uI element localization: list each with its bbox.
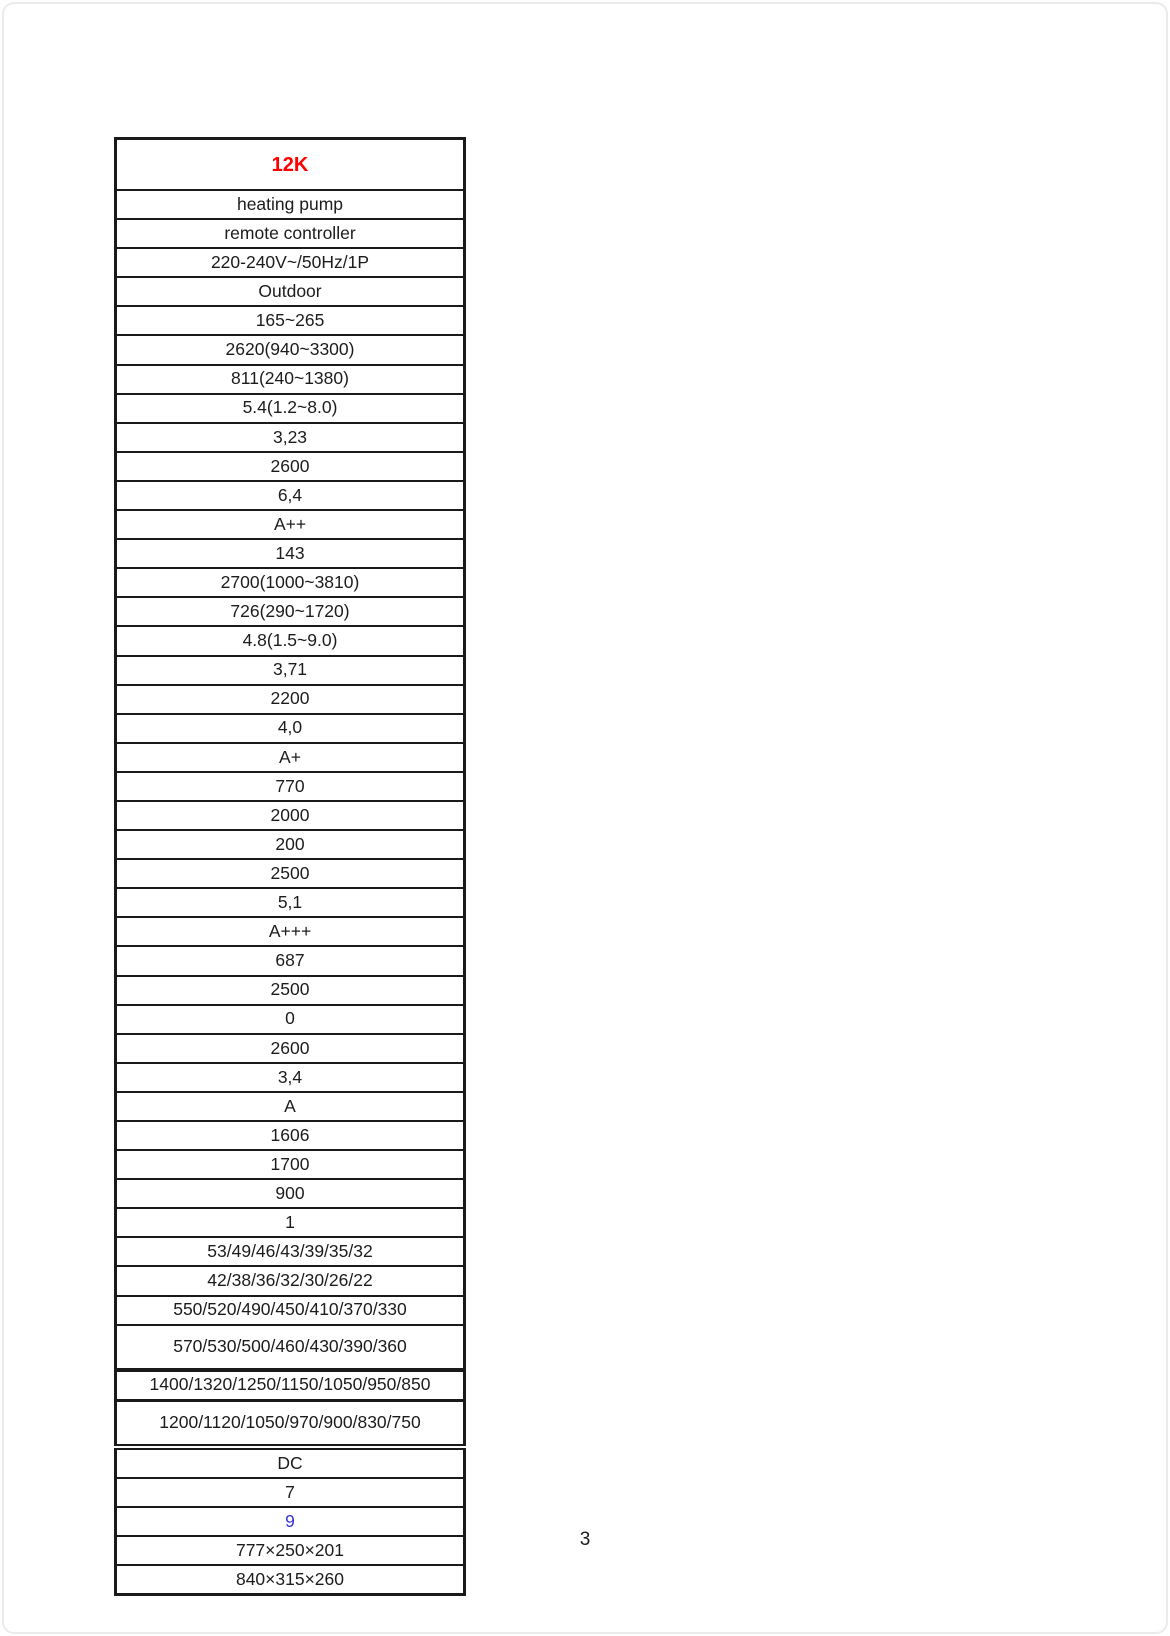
table-cell: 9 <box>116 1507 465 1536</box>
table-row <box>116 743 465 772</box>
table-cell: A <box>116 1092 465 1121</box>
table-row <box>116 1447 465 1478</box>
table-cell: 2600 <box>116 452 465 481</box>
table-cell: 900 <box>116 1179 465 1208</box>
table-row <box>116 1325 465 1370</box>
table-row <box>116 1208 465 1237</box>
table-cell: 1700 <box>116 1150 465 1179</box>
table-cell: 1 <box>116 1208 465 1237</box>
table-row <box>116 539 465 568</box>
table-cell: 5.4(1.2~8.0) <box>116 394 465 423</box>
table-row <box>116 190 465 219</box>
table-row <box>116 568 465 597</box>
table-row <box>116 423 465 452</box>
table-row <box>116 1237 465 1266</box>
table-cell: 2200 <box>116 685 465 714</box>
table-row <box>116 597 465 626</box>
table-cell: 2600 <box>116 1034 465 1063</box>
table-row <box>116 1179 465 1208</box>
table-row <box>116 365 465 394</box>
table-cell: A++ <box>116 510 465 539</box>
table-cell: 165~265 <box>116 306 465 335</box>
table-header-cell: 12K <box>116 139 465 191</box>
table-cell: 770 <box>116 772 465 801</box>
table-cell: 811(240~1380) <box>116 365 465 394</box>
table-row <box>116 888 465 917</box>
table-cell: 3,71 <box>116 656 465 685</box>
table-row <box>116 1370 465 1401</box>
table-row <box>116 976 465 1005</box>
table-cell: 42/38/36/32/30/26/22 <box>116 1266 465 1295</box>
table-cell: 6,4 <box>116 481 465 510</box>
table-row <box>116 830 465 859</box>
table-cell: 550/520/490/450/410/370/330 <box>116 1296 465 1325</box>
table-row <box>116 1121 465 1150</box>
table-cell: 2000 <box>116 801 465 830</box>
table-cell: 200 <box>116 830 465 859</box>
table-row <box>116 394 465 423</box>
table-row <box>116 685 465 714</box>
table-row <box>116 1266 465 1295</box>
table-cell: 2500 <box>116 859 465 888</box>
table-row <box>116 1034 465 1063</box>
table-cell: Outdoor <box>116 277 465 306</box>
table-row <box>116 1296 465 1325</box>
table-cell: 4,0 <box>116 714 465 743</box>
table-row <box>116 248 465 277</box>
table-row <box>116 1478 465 1507</box>
table-row <box>116 859 465 888</box>
table-row <box>116 714 465 743</box>
table-cell: A+ <box>116 743 465 772</box>
table-row <box>116 1150 465 1179</box>
table-cell: 2700(1000~3810) <box>116 568 465 597</box>
table-cell: 3,23 <box>116 423 465 452</box>
table-row <box>116 917 465 946</box>
table-cell: 726(290~1720) <box>116 597 465 626</box>
table-row <box>116 1565 465 1595</box>
table-cell: heating pump <box>116 190 465 219</box>
spec-table-body <box>116 139 465 1595</box>
table-cell: 0 <box>116 1005 465 1034</box>
table-row <box>116 219 465 248</box>
table-row <box>116 452 465 481</box>
table-cell: 1606 <box>116 1121 465 1150</box>
table-cell: 777×250×201 <box>116 1536 465 1565</box>
table-row <box>116 1063 465 1092</box>
table-row <box>116 277 465 306</box>
table-cell: 570/530/500/460/430/390/360 <box>116 1325 465 1370</box>
table-cell: 143 <box>116 539 465 568</box>
table-cell: 5,1 <box>116 888 465 917</box>
table-cell: A+++ <box>116 917 465 946</box>
table-cell: 220-240V~/50Hz/1P <box>116 248 465 277</box>
table-row <box>116 656 465 685</box>
table-cell: remote controller <box>116 219 465 248</box>
table-row <box>116 510 465 539</box>
table-cell: 3,4 <box>116 1063 465 1092</box>
table-cell: 1200/1120/1050/970/900/830/750 <box>116 1400 465 1447</box>
table-cell: 687 <box>116 946 465 975</box>
table-row <box>116 306 465 335</box>
table-cell: 7 <box>116 1478 465 1507</box>
spec-table <box>114 137 466 1596</box>
table-row <box>116 946 465 975</box>
table-row <box>116 481 465 510</box>
page-number: 3 <box>579 1529 591 1550</box>
table-cell: 4.8(1.5~9.0) <box>116 626 465 655</box>
table-cell: 53/49/46/43/39/35/32 <box>116 1237 465 1266</box>
table-row <box>116 1092 465 1121</box>
table-row <box>116 1400 465 1447</box>
table-row <box>116 626 465 655</box>
table-cell: 2500 <box>116 976 465 1005</box>
table-row <box>116 335 465 364</box>
table-row <box>116 139 465 191</box>
table-cell: 1400/1320/1250/1150/1050/950/850 <box>116 1370 465 1401</box>
table-row <box>116 801 465 830</box>
table-row <box>116 772 465 801</box>
table-cell: DC <box>116 1447 465 1478</box>
table-cell: 2620(940~3300) <box>116 335 465 364</box>
table-row <box>116 1005 465 1034</box>
table-cell: 840×315×260 <box>116 1565 465 1595</box>
